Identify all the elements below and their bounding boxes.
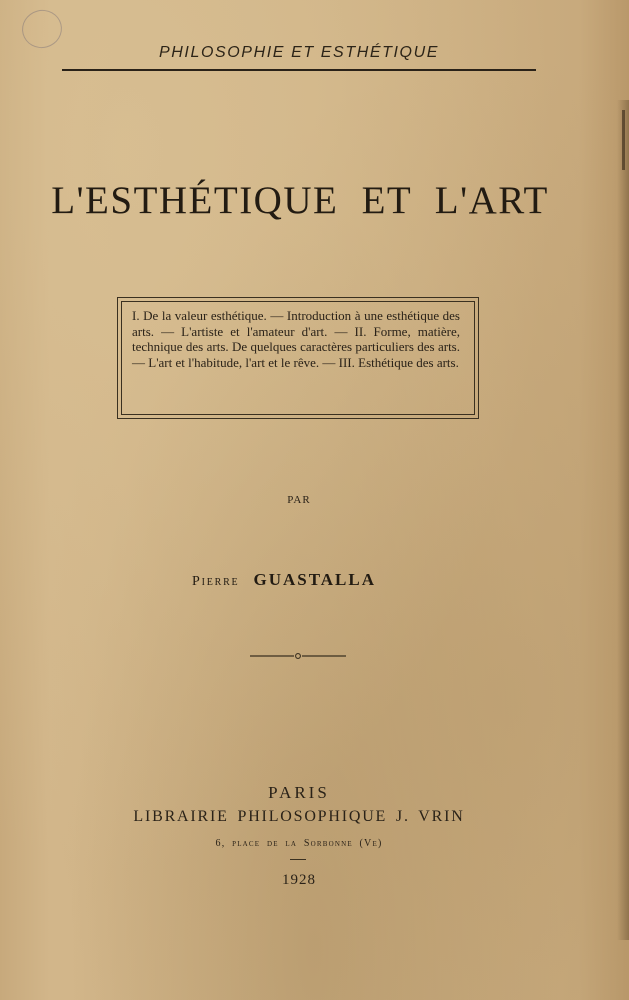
author-first-name: Pierre xyxy=(191,574,240,589)
library-stamp-mark xyxy=(18,5,66,52)
imprint-dash xyxy=(290,859,306,860)
imprint-city: PARIS xyxy=(268,783,330,802)
page-edge-shadow xyxy=(617,100,629,940)
imprint-publisher: LIBRAIRIE PHILOSOPHIQUE J. VRIN xyxy=(133,808,465,825)
book-title: L'ESTHÉTIQUE ET L'ART xyxy=(51,179,549,222)
series-header: PHILOSOPHIE ET ESTHÉTIQUE xyxy=(158,44,440,61)
contents-summary: I. De la valeur esthétique. — Introduction à une esthétique des arts. — L'artiste et l'amateur d'art. — II. Forme, matière, technique des arts. De quelques caractères particuliers des arts. — L'art et l'habitude, l'art et le rêve. — III. Esthétique des arts. xyxy=(132,308,460,370)
ornament-rule xyxy=(250,650,346,662)
author-last-name: GUASTALLA xyxy=(253,570,377,589)
author-name xyxy=(0,570,568,590)
series-rule xyxy=(62,69,536,71)
imprint-year: 1928 xyxy=(282,872,316,888)
imprint-address: 6, place de la Sorbonne (Ve) xyxy=(215,838,383,849)
page-edge-tear xyxy=(622,110,625,170)
byline: PAR xyxy=(287,494,311,506)
contents-box xyxy=(117,297,479,419)
